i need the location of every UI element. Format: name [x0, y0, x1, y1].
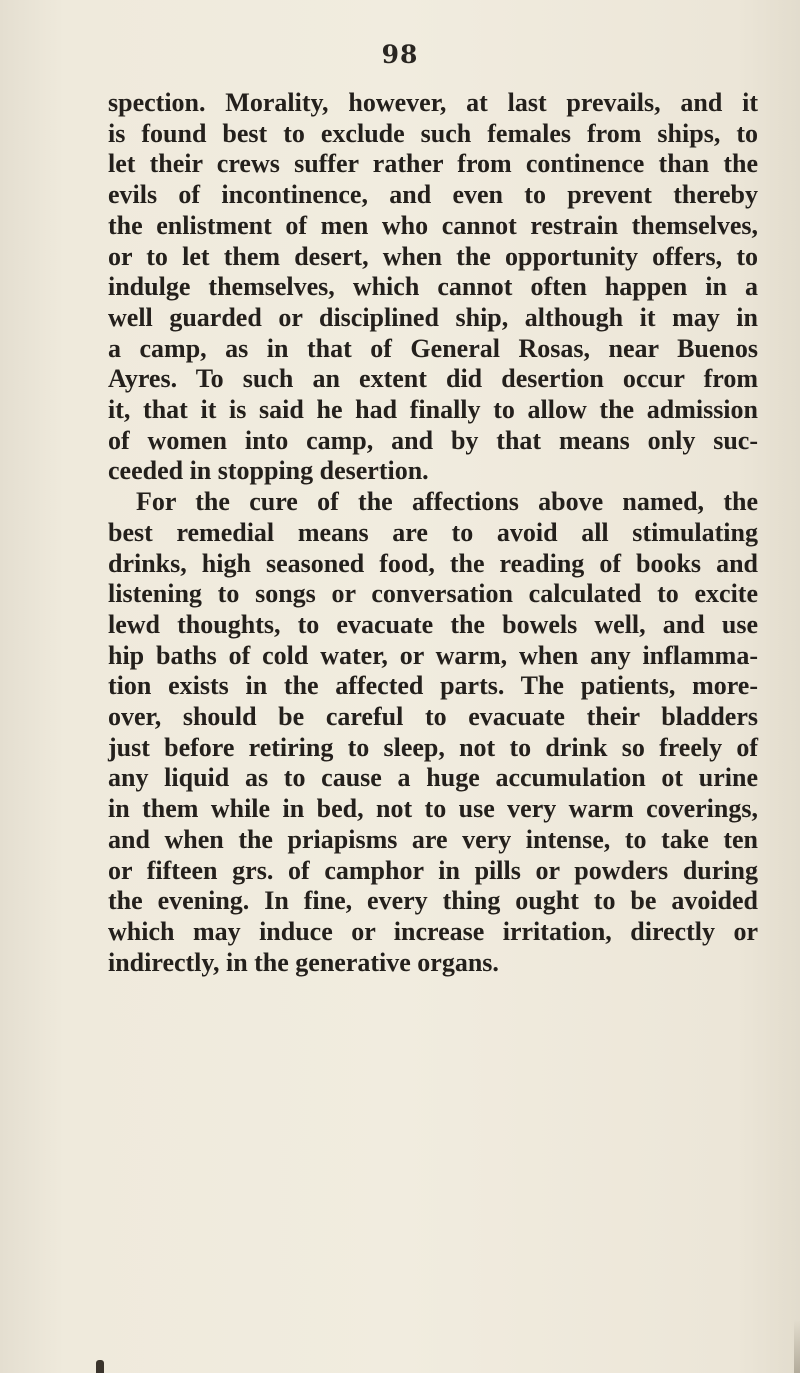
text-line: spection. Morality, however, at last prevails, and it: [108, 88, 758, 117]
text-line: the enlistment of men who cannot restrain themselves,: [108, 210, 758, 240]
text-line: which may induce or increase irritation, directly or: [108, 916, 758, 946]
text-line: or fifteen grs. of camphor in pills or powders during: [108, 855, 758, 885]
text-line: and when the priapisms are very intense, to take ten: [108, 824, 758, 854]
text-line: indulge themselves, which cannot often happen in a: [108, 272, 758, 302]
text-line: ceeded in stopping desertion.: [108, 456, 429, 486]
text-line: lewd thoughts, to evacuate the bowels well, and use: [108, 609, 758, 639]
body-text: [108, 88, 758, 978]
text-line: is found best to exclude such females from ships, to: [108, 118, 758, 148]
page-number: 98: [381, 40, 419, 69]
text-line: or to let them desert, when the opportunity offers, to: [108, 241, 758, 271]
ink-mark: [96, 1360, 104, 1373]
text-line: well guarded or disciplined ship, although it may in: [108, 302, 758, 332]
text-line: indirectly, in the generative organs.: [108, 947, 499, 977]
text-line: Ayres. To such an extent did desertion occur from: [108, 364, 758, 394]
text-line: the evening. In fine, every thing ought to be avoided: [108, 886, 758, 916]
text-line: tion exists in the affected parts. The patients, more-: [108, 671, 758, 701]
text-line: evils of incontinence, and even to prevent thereby: [108, 180, 758, 210]
text-line: any liquid as to cause a huge accumulation ot urine: [108, 763, 758, 793]
text-line: hip baths of cold water, or warm, when any inflamma-: [108, 640, 758, 670]
text-line: over, should be careful to evacuate their bladders: [108, 702, 758, 732]
text-line: best remedial means are to avoid all stimulating: [108, 517, 758, 547]
text-line: let their crews suffer rather from continence than the: [108, 149, 758, 179]
page-edge-shadow: [794, 1320, 800, 1373]
text-line: For the cure of the affections above named, the: [136, 487, 758, 517]
text-line: it, that it is said he had finally to allow the admission: [108, 395, 758, 425]
text-line: just before retiring to sleep, not to drink so freely of: [108, 732, 758, 762]
text-line: in them while in bed, not to use very warm coverings,: [108, 794, 758, 824]
text-line: a camp, as in that of General Rosas, near Buenos: [108, 333, 758, 363]
text-line: listening to songs or conversation calculated to excite: [108, 579, 758, 609]
text-line: drinks, high seasoned food, the reading of books and: [108, 548, 758, 578]
text-line: of women into camp, and by that means only suc-: [108, 425, 758, 455]
